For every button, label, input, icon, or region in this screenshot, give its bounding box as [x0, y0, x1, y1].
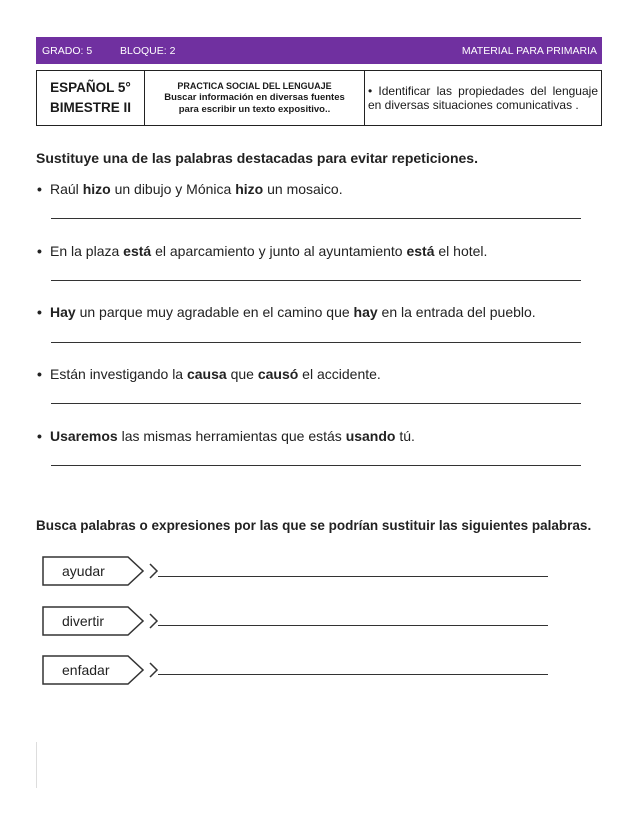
- highlighted-word: hizo: [235, 181, 264, 197]
- answer-line[interactable]: [158, 625, 548, 626]
- objective-cell: [365, 71, 602, 126]
- answer-line[interactable]: [51, 465, 581, 466]
- item-text: que: [226, 366, 258, 382]
- highlighted-word: hizo: [82, 181, 111, 197]
- word-tag: [42, 606, 144, 636]
- item-text: en la entrada del pueblo.: [377, 304, 536, 320]
- bullet: •: [37, 428, 42, 444]
- chevron-right-icon: [149, 613, 159, 629]
- highlighted-word: causa: [186, 366, 227, 382]
- section2-instruction: Busca palabras o expresiones por las que se podrían sustituir las siguientes palabras.: [36, 518, 592, 533]
- item-text: un parque muy agradable en el camino que: [75, 304, 354, 320]
- word-label: ayudar: [62, 563, 105, 579]
- item-text: el hotel.: [434, 243, 488, 259]
- list-item: [37, 366, 381, 382]
- item-text: En la plaza: [50, 243, 124, 259]
- item-text: un dibujo y Mónica: [110, 181, 236, 197]
- item-text: Están investigando la: [50, 366, 187, 382]
- highlighted-word: usando: [345, 428, 396, 444]
- practice-title: PRACTICA SOCIAL DEL LENGUAJE: [177, 81, 332, 91]
- block-label: BLOQUE: 2: [120, 44, 176, 57]
- answer-line[interactable]: [51, 280, 581, 281]
- item-text: las mismas herramientas que estás: [117, 428, 346, 444]
- chevron-right-icon: [149, 662, 159, 678]
- word-tag: [42, 556, 144, 586]
- list-item: [37, 304, 536, 320]
- info-table: [36, 70, 602, 126]
- list-item: [37, 428, 415, 444]
- bullet: •: [37, 304, 42, 320]
- practice-cell: [145, 71, 365, 126]
- list-item: [37, 243, 487, 259]
- answer-line[interactable]: [51, 342, 581, 343]
- grade-label: GRADO: 5: [42, 44, 93, 57]
- list-item: [37, 181, 343, 197]
- answer-line[interactable]: [158, 576, 548, 577]
- practice-line-1: Buscar información en diversas fuentes: [164, 92, 345, 103]
- highlighted-word: está: [123, 243, 152, 259]
- practice-line-2: para escribir un texto expositivo..: [178, 104, 331, 115]
- subject-label: ESPAÑOL 5°: [50, 80, 131, 95]
- item-text: el accidente.: [298, 366, 381, 382]
- word-label: enfadar: [62, 662, 110, 678]
- item-text: un mosaico.: [263, 181, 343, 197]
- bullet: •: [37, 181, 42, 197]
- material-label: MATERIAL PARA PRIMARIA: [461, 44, 597, 57]
- word-tag: [42, 655, 144, 685]
- bullet: •: [37, 366, 42, 382]
- highlighted-word: Hay: [50, 304, 76, 320]
- item-text: Raúl: [50, 181, 83, 197]
- word-label: divertir: [62, 613, 105, 629]
- highlighted-word: está: [406, 243, 435, 259]
- answer-line[interactable]: [51, 218, 581, 219]
- highlighted-word: causó: [257, 366, 299, 382]
- item-text: tú.: [395, 428, 415, 444]
- subject-cell: [37, 71, 145, 126]
- bullet: •: [37, 243, 42, 259]
- highlighted-word: hay: [353, 304, 378, 320]
- highlighted-word: Usaremos: [50, 428, 118, 444]
- header-bar: [36, 37, 602, 64]
- item-text: el aparcamiento y junto al ayuntamiento: [151, 243, 407, 259]
- answer-line[interactable]: [51, 403, 581, 404]
- objective-text: • Identificar las propiedades del lenguaje en diversas situaciones comunicativas .: [368, 84, 598, 112]
- section1-instruction: Sustituye una de las palabras destacadas para evitar repeticiones.: [36, 150, 478, 166]
- bimester-label: BIMESTRE II: [49, 100, 131, 115]
- footer-area: [36, 742, 603, 788]
- answer-line[interactable]: [158, 674, 548, 675]
